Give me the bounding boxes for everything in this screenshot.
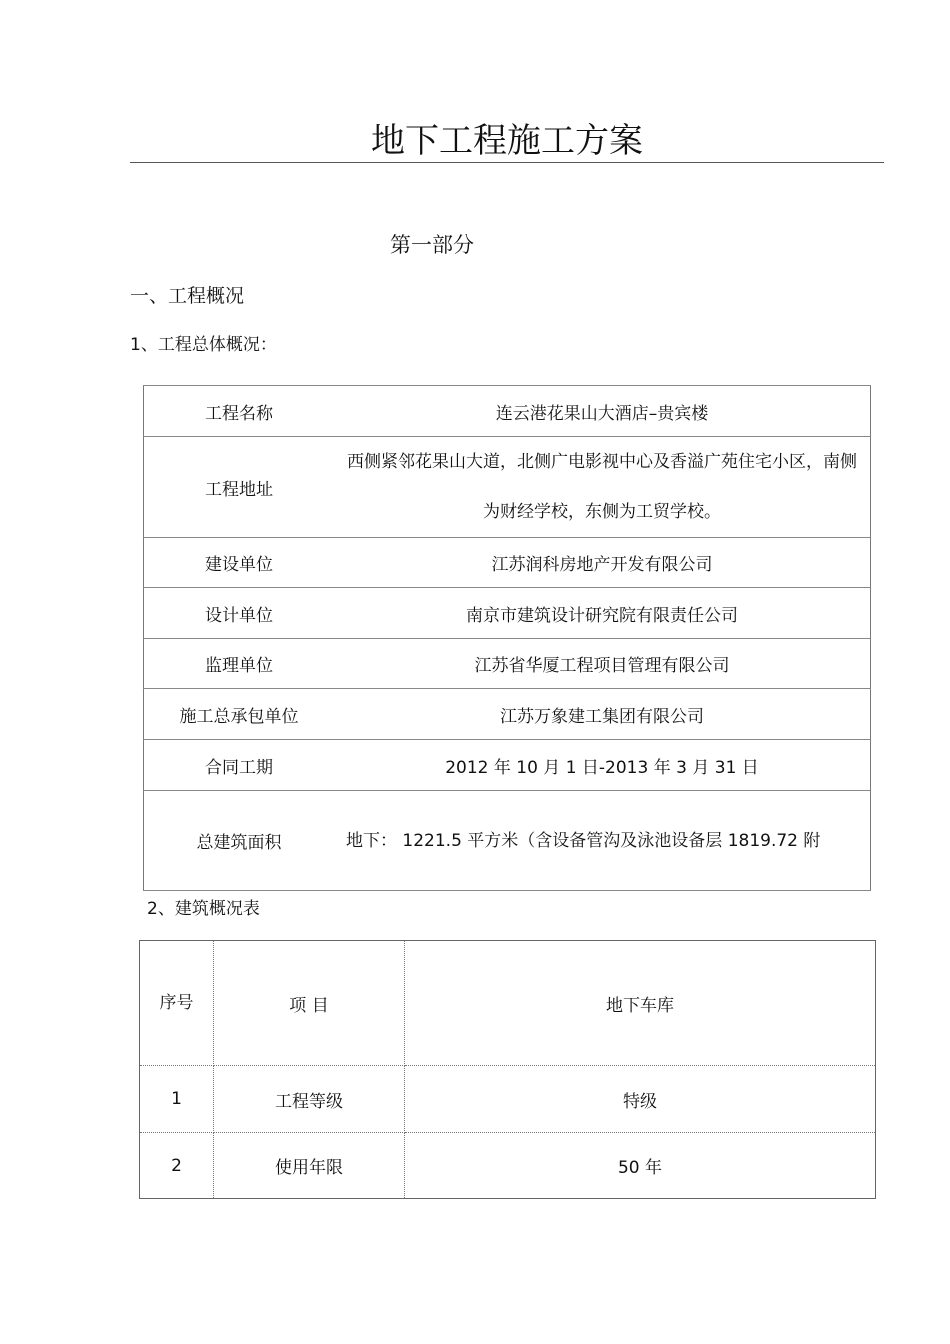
cell-item: 使用年限 — [214, 1133, 405, 1199]
subsection-overview-heading: 1、工程总体概况： — [130, 335, 277, 355]
page-title: 地下工程施工方案 — [371, 121, 643, 161]
part-heading: 第一部分 — [390, 233, 474, 257]
row-label: 施工总承包单位 — [144, 689, 335, 740]
header-number: 序号 — [140, 941, 214, 1066]
header-garage: 地下车库 — [405, 941, 876, 1066]
title-divider — [130, 162, 884, 163]
table-row — [144, 689, 871, 740]
table-row — [144, 639, 871, 689]
subsection-building-heading: 2、建筑概况表 — [147, 899, 260, 919]
row-label: 总建筑面积 — [144, 791, 335, 891]
table-row — [144, 437, 871, 538]
row-value: 连云港花果山大酒店–贵宾楼 — [334, 386, 871, 437]
row-label: 工程名称 — [144, 386, 335, 437]
section-heading: 一、工程概况 — [130, 285, 245, 307]
table-row — [144, 386, 871, 437]
table-row — [144, 538, 871, 588]
table-row — [144, 740, 871, 791]
cell-item: 工程等级 — [214, 1066, 405, 1133]
table-row — [144, 791, 871, 891]
row-label: 监理单位 — [144, 639, 335, 689]
row-value: 2012 年 10 月 1 日-2013 年 3 月 31 日 — [334, 740, 871, 791]
row-label: 合同工期 — [144, 740, 335, 791]
row-label: 设计单位 — [144, 588, 335, 639]
table-row — [140, 1066, 876, 1133]
table-header-row — [140, 941, 876, 1066]
row-value: 江苏万象建工集团有限公司 — [334, 689, 871, 740]
cell-value: 50 年 — [617, 1158, 663, 1178]
cell-number: 1 — [140, 1066, 214, 1133]
row-value: 江苏润科房地产开发有限公司 — [334, 538, 871, 588]
cell-value: 特级 — [405, 1066, 876, 1133]
table-row — [140, 1133, 876, 1199]
row-label: 建设单位 — [144, 538, 335, 588]
header-item: 项 目 — [214, 941, 405, 1066]
row-value: 南京市建筑设计研究院有限责任公司 — [334, 588, 871, 639]
row-value: 江苏省华厦工程项目管理有限公司 — [334, 639, 871, 689]
table-row — [144, 588, 871, 639]
project-overview-table — [143, 385, 871, 891]
row-value: 西侧紧邻花果山大道，北侧广电影视中心及香溢广苑住宅小区，南侧为财经学校，东侧为工贸学校。 — [334, 437, 871, 538]
building-overview-table — [139, 940, 876, 1199]
cell-number: 2 — [140, 1133, 214, 1199]
row-value: 地下： 1221.5 平方米（含设备管沟及泳池设备层 1819.72 附 — [334, 791, 871, 891]
row-label: 工程地址 — [144, 437, 335, 538]
